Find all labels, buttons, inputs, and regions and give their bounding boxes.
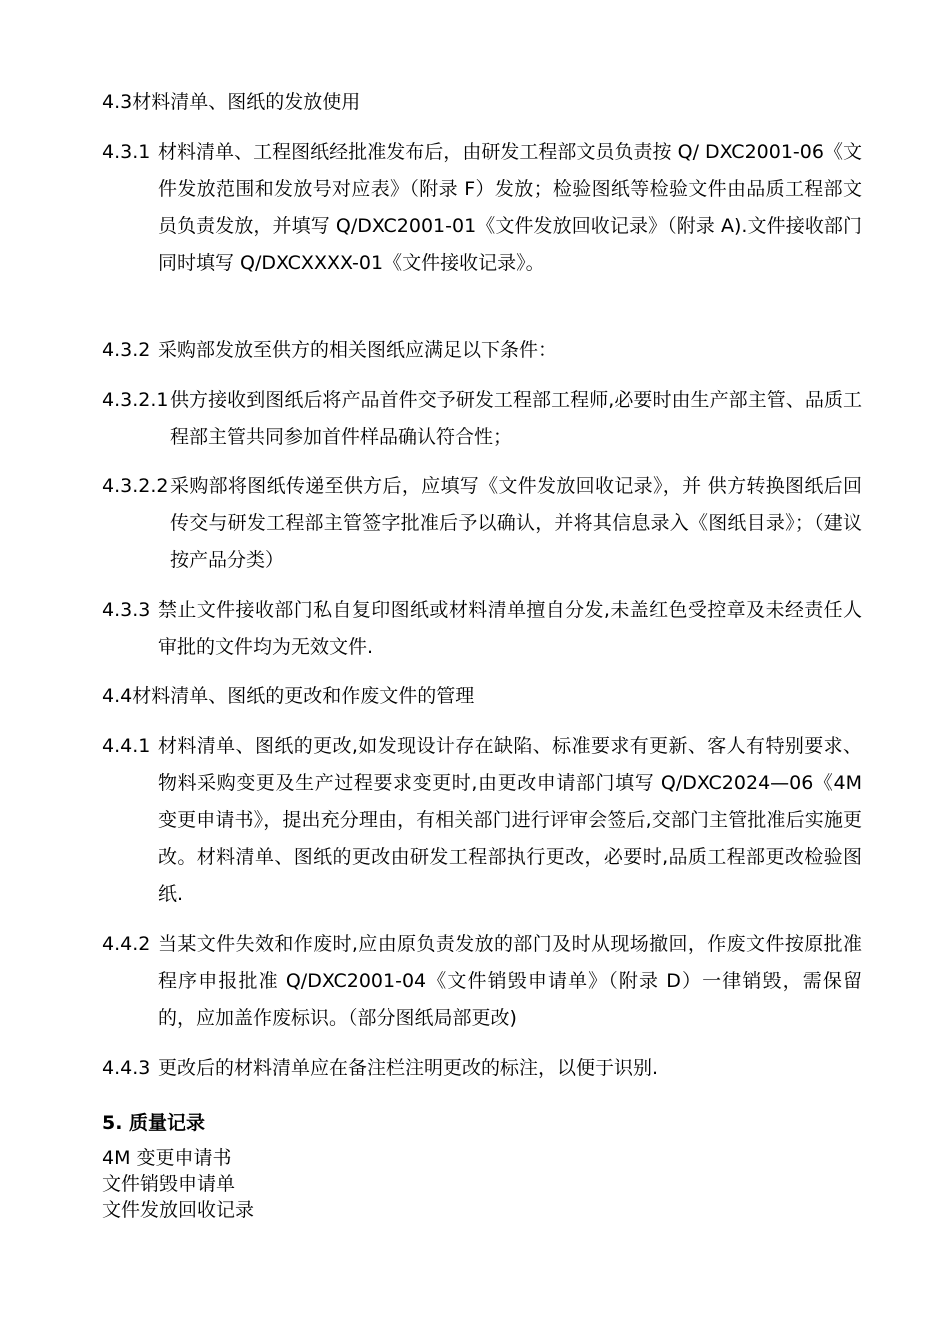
clause-4-3-1 <box>102 134 862 282</box>
clause-text: 当某文件失效和作废时,应由原负责发放的部门及时从现场撤回，作废文件按原批准程序申报批准 Q/DXC2001-04《文件销毁申请单》（附录 D）一律销毁，需保留的，应加盖作废标识。（部分图纸局部更改) <box>158 933 862 1029</box>
section-4-4 <box>102 678 862 715</box>
record-item: 文件销毁申请单 <box>102 1173 236 1195</box>
clause-text: 更改后的材料清单应在备注栏注明更改的标注，以便于识别. <box>158 1057 659 1079</box>
clause-4-3-2-2 <box>102 468 862 579</box>
record-item: 4M 变更申请书 <box>102 1147 232 1169</box>
record-item: 文件发放回收记录 <box>102 1199 255 1221</box>
clause-number: 4.4.1 <box>102 735 151 757</box>
clause-4-3-3 <box>102 592 862 666</box>
section-5-title: 5. 质量记录 <box>102 1112 206 1134</box>
clause-4-3-2 <box>102 332 862 369</box>
clause-text: 材料清单、工程图纸经批准发布后，由研发工程部文员负责按 Q/ DXC2001-06《文件发放范围和发放号对应表》（附录 F）发放；检验图纸等检验文件由品质工程部文员负责发放，并填写 Q/DXC2001-01《文件发放回收记录》（附录 A).文件接收部门同时填写 Q/DXCXXXX-01《文件接收记录》。 <box>158 141 862 274</box>
clause-number: 4.3.1 <box>102 141 151 163</box>
clause-number: 4.4.2 <box>102 933 151 955</box>
clause-4-4-3 <box>102 1050 862 1087</box>
clause-4-3-2-1 <box>102 382 862 456</box>
quality-records-list <box>102 1145 254 1223</box>
section-number: 4.3 <box>102 91 133 113</box>
clause-text: 采购部发放至供方的相关图纸应满足以下条件： <box>158 339 558 361</box>
clause-text: 材料清单、图纸的更改,如发现设计存在缺陷、标准要求有更新、客人有特别要求、物料采购变更及生产过程要求变更时,由更改申请部门填写 Q/DXC2024—06《4M 变更申请书》，提出充分理由，有相关部门进行评审会签后,交部门主管批准后实施更改。材料清单、图纸的更改由研发工程部执行更改，必要时,品质工程部更改检验图纸. <box>158 735 862 905</box>
clause-text: 采购部将图纸传递至供方后，应填写《文件发放回收记录》，并 供方转换图纸后回传交与研发工程部主管签字批准后予以确认，并将其信息录入《图纸目录》；（建议按产品分类） <box>170 475 862 571</box>
clause-4-4-2 <box>102 926 862 1037</box>
clause-text: 供方接收到图纸后将产品首件交予研发工程部工程师,必要时由生产部主管、品质工程部主管共同参加首件样品确认符合性； <box>170 389 862 448</box>
clause-4-4-1 <box>102 728 862 913</box>
clause-number: 4.3.2.2 <box>102 475 169 497</box>
section-number: 4.4 <box>102 685 133 707</box>
clause-number: 4.3.3 <box>102 599 151 621</box>
clause-number: 4.3.2 <box>102 339 151 361</box>
clause-number: 4.4.3 <box>102 1057 151 1079</box>
clause-number: 4.3.2.1 <box>102 389 169 411</box>
section-heading: 材料清单、图纸的发放使用 <box>132 91 361 113</box>
section-4-3 <box>102 84 862 121</box>
section-heading: 材料清单、图纸的更改和作废文件的管理 <box>132 685 475 707</box>
clause-text: 禁止文件接收部门私自复印图纸或材料清单擅自分发,未盖红色受控章及未经责任人审批的文件均为无效文件. <box>158 599 862 658</box>
